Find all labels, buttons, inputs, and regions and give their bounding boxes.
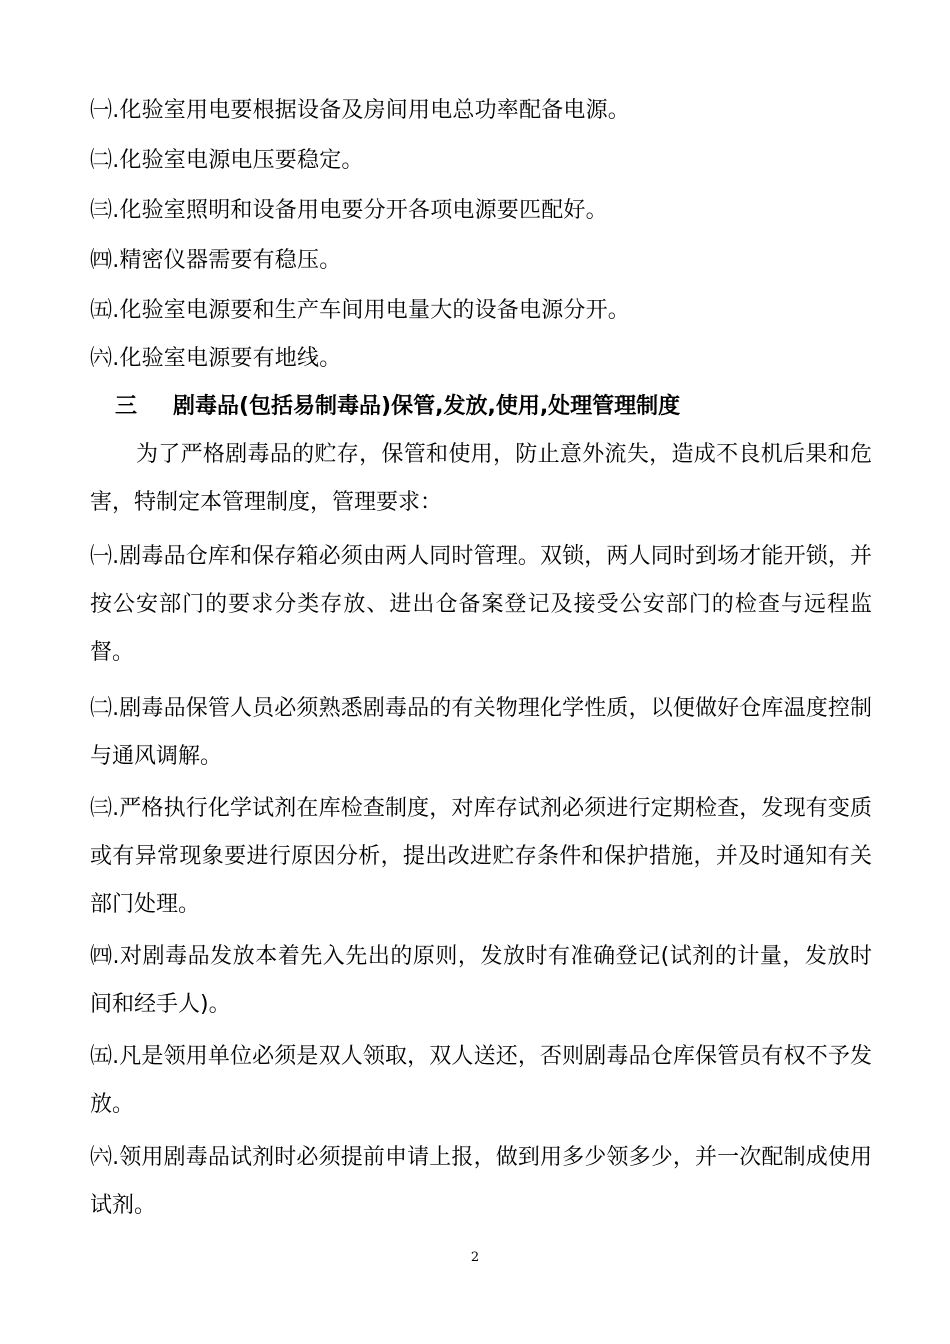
section-heading — [115, 392, 680, 422]
list-item: ㈥.化验室电源要有地线。 — [90, 346, 342, 371]
list-item: ㈤.凡是领用单位必须是双人领取，双人送还，否则剧毒品仓库保管员有权不予发放。 — [90, 1044, 872, 1117]
list-item: ㈢.严格执行化学试剂在库检查制度，对库存试剂必须进行定期检查，发现有变质或有异常现象要进行原因分析，提出改进贮存条件和保护措施，并及时通知有关部门处理。 — [90, 796, 872, 917]
list-item: ㈠.剧毒品仓库和保存箱必须由两人同时管理。双锁，两人同时到场才能开锁，并按公安部门的要求分类存放、进出仓备案登记及接受公安部门的检查与远程监督。 — [90, 544, 872, 665]
list-item: ㈡.化验室电源电压要稳定。 — [90, 148, 364, 173]
list-item: ㈣.精密仪器需要有稳压。 — [90, 248, 342, 273]
list-item: ㈡.剧毒品保管人员必须熟悉剧毒品的有关物理化学性质，以便做好仓库温度控制与通风调解。 — [90, 696, 872, 769]
list-item: ㈣.对剧毒品发放本着先入先出的原则，发放时有准确登记(试剂的计量，发放时间和经手人)。 — [90, 944, 872, 1017]
list-item: ㈠.化验室用电要根据设备及房间用电总功率配备电源。 — [90, 98, 630, 123]
section-title: 剧毒品(包括易制毒品)保管,发放,使用,处理管理制度 — [173, 394, 681, 419]
list-item: ㈤.化验室电源要和生产车间用电量大的设备电源分开。 — [90, 298, 630, 323]
page-number: 2 — [470, 1250, 480, 1265]
intro-paragraph — [90, 431, 872, 527]
section-number: 三 — [115, 394, 138, 419]
list-item: ㈥.领用剧毒品试剂时必须提前申请上报，做到用多少领多少，并一次配制成使用试剂。 — [90, 1145, 872, 1218]
list-item: ㈢.化验室照明和设备用电要分开各项电源要匹配好。 — [90, 198, 608, 223]
intro-text: 为了严格剧毒品的贮存，保管和使用，防止意外流失，造成不良机后果和危害，特制定本管理制度，管理要求： — [90, 442, 872, 515]
